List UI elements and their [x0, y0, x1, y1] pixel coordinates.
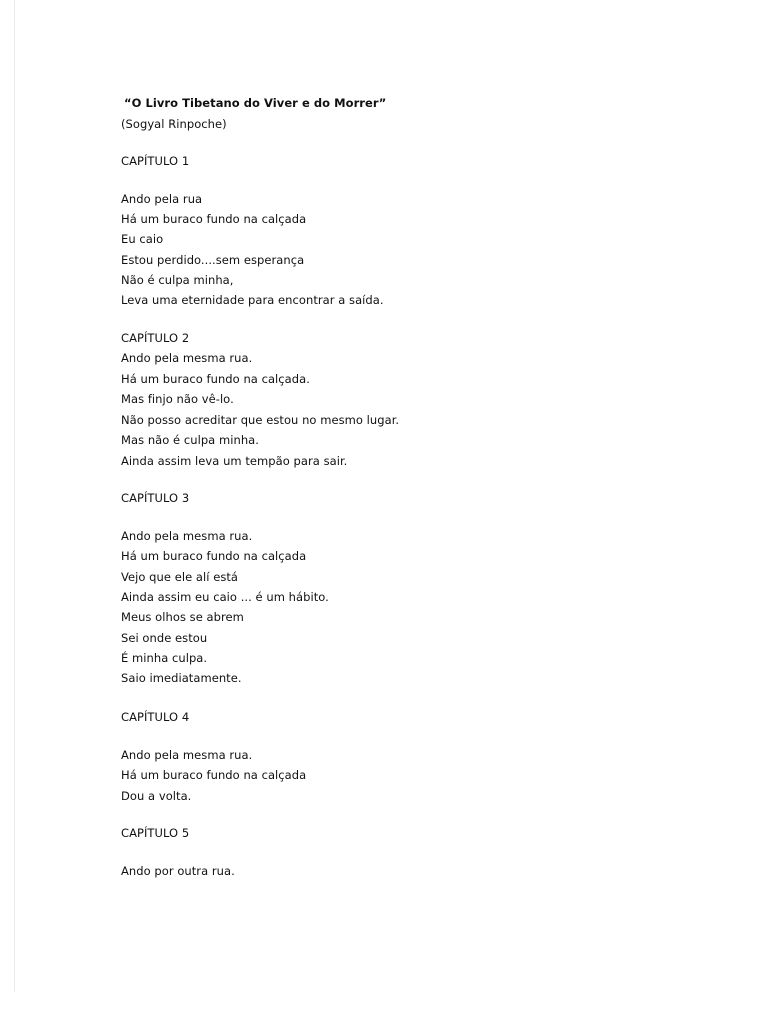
- chapter-2-line: Ainda assim leva um tempão para sair.: [121, 454, 348, 468]
- chapter-4-line: Ando pela mesma rua.: [121, 748, 253, 762]
- chapter-4-line: Há um buraco fundo na calçada: [121, 768, 307, 782]
- chapter-1-line: Ando pela rua: [121, 192, 203, 206]
- chapter-1-line: Leva uma eternidade para encontrar a saída.: [121, 293, 384, 307]
- chapter-3-line: Ando pela mesma rua.: [121, 529, 253, 543]
- page-edge-line: [14, 0, 15, 992]
- chapter-2-line: Há um buraco fundo na calçada.: [121, 372, 310, 386]
- chapter-2-line: Mas finjo não vê-lo.: [121, 392, 234, 406]
- chapter-1-line: Há um buraco fundo na calçada: [121, 212, 307, 226]
- chapter-2-line: Ando pela mesma rua.: [121, 351, 253, 365]
- chapter-2-heading: CAPÍTULO 2: [121, 331, 190, 345]
- document-title: “O Livro Tibetano do Viver e do Morrer”: [124, 96, 387, 110]
- chapter-4-heading: CAPÍTULO 4: [121, 710, 190, 724]
- chapter-1-heading: CAPÍTULO 1: [121, 154, 190, 168]
- chapter-3-line: Sei onde estou: [121, 631, 208, 645]
- chapter-3-line: Saio imediatamente.: [121, 671, 242, 685]
- chapter-2-line: Não posso acreditar que estou no mesmo lugar.: [121, 413, 400, 427]
- chapter-5-line: Ando por outra rua.: [121, 864, 235, 878]
- chapter-4-line: Dou a volta.: [121, 789, 192, 803]
- chapter-3-line: Meus olhos se abrem: [121, 610, 244, 624]
- chapter-2-line: Mas não é culpa minha.: [121, 433, 259, 447]
- chapter-3-line: Ainda assim eu caio ... é um hábito.: [121, 590, 329, 604]
- chapter-3-line: Vejo que ele alí está: [121, 570, 239, 584]
- chapter-1-line: Eu caio: [121, 232, 164, 246]
- chapter-3-heading: CAPÍTULO 3: [121, 491, 190, 505]
- chapter-5-heading: CAPÍTULO 5: [121, 826, 190, 840]
- chapter-1-line: Não é culpa minha,: [121, 273, 234, 287]
- chapter-3-line: Há um buraco fundo na calçada: [121, 549, 307, 563]
- document-author: (Sogyal Rinpoche): [121, 117, 227, 131]
- chapter-1-line: Estou perdido....sem esperança: [121, 253, 305, 267]
- chapter-3-line: É minha culpa.: [121, 651, 208, 665]
